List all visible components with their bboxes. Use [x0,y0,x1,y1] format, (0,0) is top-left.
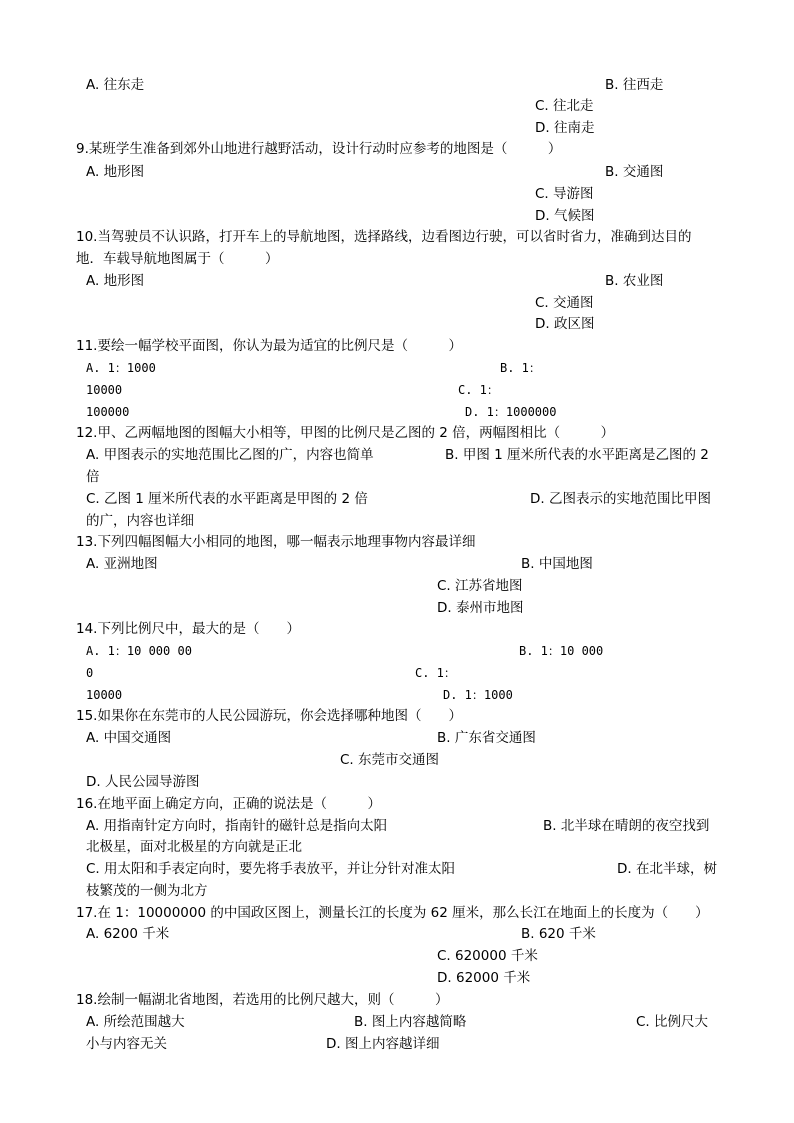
q9-option-d: D. 气候图 [535,208,595,224]
q18-option-a: A. 所绘范围越大 [86,1014,185,1030]
q17-stem: 17.在 1：10000000 的中国政区图上，测量长江的长度为 62 厘米，那么长江在地面上的长度为（ ） [76,905,709,921]
q8-option-c: C. 往北走 [535,98,594,114]
q12-option-a: A. 甲图表示的实地范围比乙图的广，内容也简单 [86,447,374,463]
q11-option-b: B. 1： [500,361,541,375]
q8-option-b: B. 往西走 [605,77,664,93]
q11-option-b-cont: 10000 [86,383,123,397]
q17-option-a: A. 6200 千米 [86,926,170,942]
q12-option-c: C. 乙图 1 厘米所代表的水平距离是甲图的 2 倍 [86,491,368,507]
q12-option-b: B. 甲图 1 厘米所代表的水平距离是乙图的 2 [445,447,709,463]
q16-option-b-cont: 北极星，面对北极星的方向就是正北 [86,839,302,855]
q14-stem: 14.下列比例尺中，最大的是（ ） [76,621,300,637]
q16-option-b: B. 北半球在晴朗的夜空找到 [543,818,710,834]
q14-option-d: D. 1：1000 [443,688,513,702]
q16-option-c: C. 用太阳和手表定向时，要先将手表放平，并让分针对准太阳 [86,861,456,877]
q10-option-b: B. 农业图 [605,273,664,289]
q15-option-b: B. 广东省交通图 [437,730,536,746]
q16-option-d-cont: 枝繁茂的一侧为北方 [86,883,208,899]
q18-stem: 18.绘制一幅湖北省地图，若选用的比例尺越大，则（ ） [76,992,449,1008]
q10-stem-line2: 地．车载导航地图属于（ ） [76,251,279,267]
q10-option-a: A. 地形图 [86,273,145,289]
q10-option-d: D. 政区图 [535,316,595,332]
q13-option-b: B. 中国地图 [521,556,593,572]
q11-option-c: C. 1： [458,383,499,397]
q17-option-b: B. 620 千米 [521,926,596,942]
q9-option-c: C. 导游图 [535,186,594,202]
q12-stem: 12.甲、乙两幅地图的图幅大小相等，甲图的比例尺是乙图的 2 倍，两幅图相比（ ） [76,425,615,441]
q9-option-b: B. 交通图 [605,164,664,180]
q17-option-d: D. 62000 千米 [437,970,531,986]
q16-option-d: D. 在北半球，树 [617,861,717,877]
q14-option-c: C. 1： [415,666,456,680]
q14-option-a: A. 1：10 000 00 [86,644,192,658]
q13-stem: 13.下列四幅图幅大小相同的地图，哪一幅表示地理事物内容最详细 [76,534,476,550]
q15-stem: 15.如果你在东莞市的人民公园游玩，你会选择哪种地图（ ） [76,708,462,724]
q8-option-a: A. 往东走 [86,77,145,93]
q13-option-d: D. 泰州市地图 [437,600,524,616]
q15-option-a: A. 中国交通图 [86,730,172,746]
q9-stem: 9.某班学生准备到郊外山地进行越野活动，设计行动时应参考的地图是（ ） [76,141,562,157]
q12-option-d: D. 乙图表示的实地范围比甲图 [530,491,711,507]
q18-option-b: B. 图上内容越简略 [354,1014,467,1030]
q13-option-a: A. 亚洲地图 [86,556,158,572]
q11-option-d: D. 1：1000000 [465,405,557,419]
q15-option-c: C. 东莞市交通图 [340,752,440,768]
q9-option-a: A. 地形图 [86,164,145,180]
q18-option-c-cont: 小与内容无关 [86,1036,167,1052]
q18-option-c: C. 比例尺大 [636,1014,709,1030]
q12-option-b-cont: 倍 [86,469,100,485]
q11-option-c-cont: 100000 [86,405,130,419]
q14-option-a-cont: 0 [86,666,94,680]
q11-stem: 11.要绘一幅学校平面图，你认为最为适宜的比例尺是（ ） [76,338,462,354]
q11-option-a: A. 1：1000 [86,361,156,375]
q14-option-b: B. 1：10 000 [519,644,604,658]
q14-option-c-cont: 10000 [86,688,123,702]
q15-option-d: D. 人民公园导游图 [86,774,200,790]
q8-option-d: D. 往南走 [535,120,595,136]
q10-option-c: C. 交通图 [535,295,594,311]
q16-option-a: A. 用指南针定方向时，指南针的磁针总是指向太阳 [86,818,388,834]
q17-option-c: C. 620000 千米 [437,948,538,964]
q10-stem-line1: 10.当驾驶员不认识路，打开车上的导航地图，选择路线，边看图边行驶，可以省时省力，准确到达目的 [76,229,692,245]
q18-option-d: D. 图上内容越详细 [326,1036,440,1052]
q12-option-d-cont: 的广，内容也详细 [86,513,194,529]
q16-stem: 16.在地平面上确定方向，正确的说法是（ ） [76,796,381,812]
q13-option-c: C. 江苏省地图 [437,578,523,594]
